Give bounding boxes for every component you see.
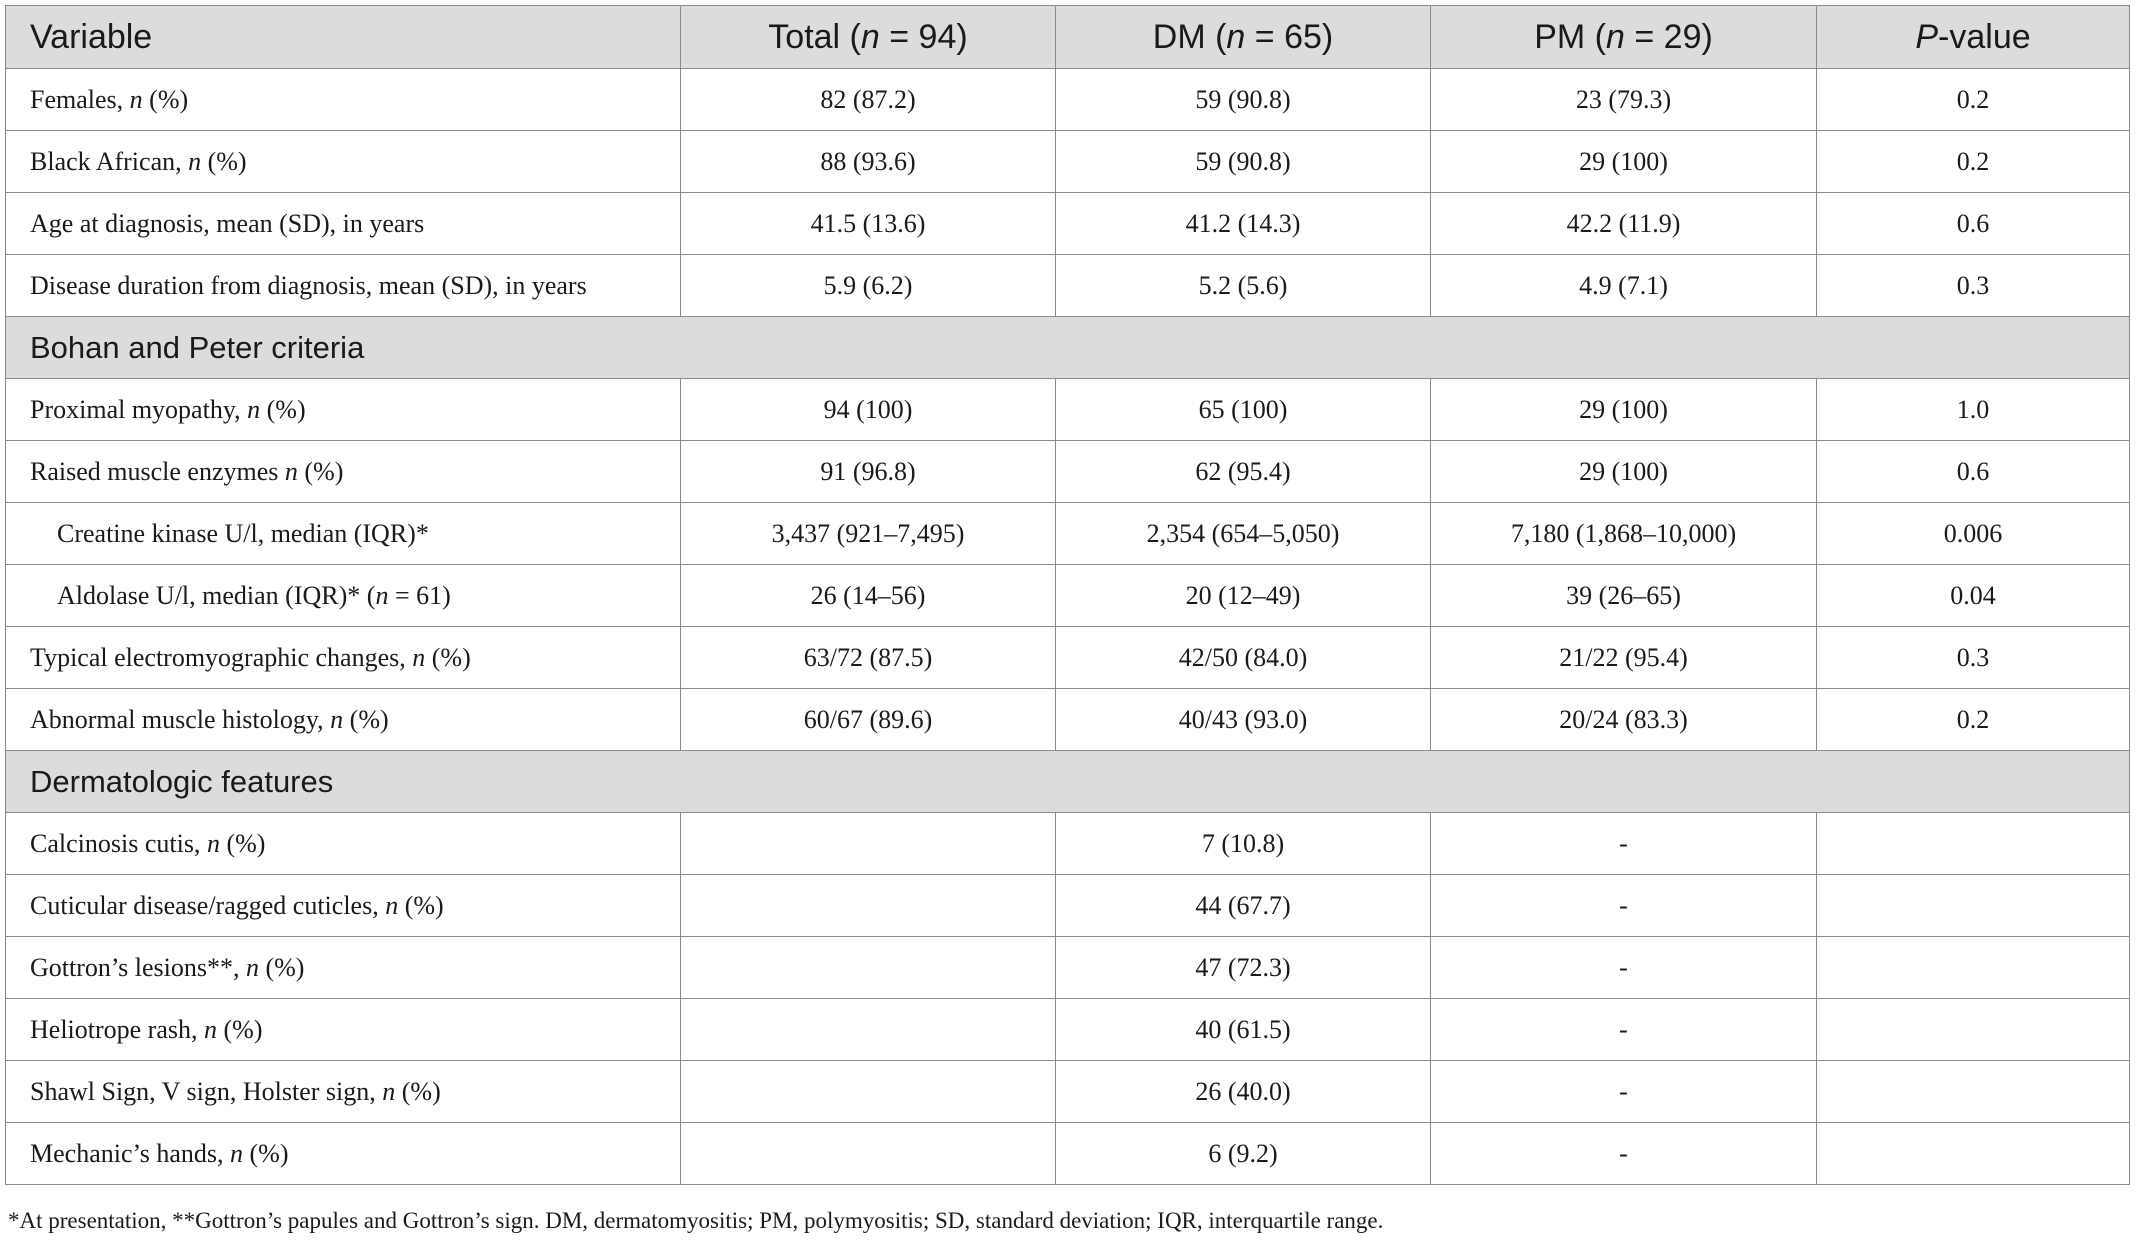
table-row: [6, 937, 2130, 999]
pm-cell: -: [1431, 813, 1817, 875]
p-value-cell: [1817, 1061, 2130, 1123]
table-row: [6, 441, 2130, 503]
table-header-row: [6, 6, 2130, 69]
total-cell: 26 (14–56): [681, 565, 1056, 627]
variable-cell: Age at diagnosis, mean (SD), in years: [6, 193, 681, 255]
dm-cell: 40 (61.5): [1056, 999, 1431, 1061]
dm-cell: 40/43 (93.0): [1056, 689, 1431, 751]
variable-cell: Typical electromyographic changes, n (%): [6, 627, 681, 689]
dm-cell: 65 (100): [1056, 379, 1431, 441]
table-row: [6, 875, 2130, 937]
variable-cell: Gottron’s lesions**, n (%): [6, 937, 681, 999]
variable-cell: Mechanic’s hands, n (%): [6, 1123, 681, 1185]
variable-cell: Females, n (%): [6, 69, 681, 131]
total-cell: [681, 813, 1056, 875]
pm-cell: -: [1431, 1123, 1817, 1185]
dm-cell: 62 (95.4): [1056, 441, 1431, 503]
variable-cell: Disease duration from diagnosis, mean (SD), in years: [6, 255, 681, 317]
variable-cell: Abnormal muscle histology, n (%): [6, 689, 681, 751]
total-cell: 91 (96.8): [681, 441, 1056, 503]
pm-cell: 39 (26–65): [1431, 565, 1817, 627]
variable-cell: Calcinosis cutis, n (%): [6, 813, 681, 875]
table-row: [6, 565, 2130, 627]
variable-cell: Raised muscle enzymes n (%): [6, 441, 681, 503]
p-value-cell: 0.6: [1817, 193, 2130, 255]
table-row: [6, 379, 2130, 441]
total-cell: 88 (93.6): [681, 131, 1056, 193]
p-value-cell: [1817, 875, 2130, 937]
total-cell: 94 (100): [681, 379, 1056, 441]
pm-cell: 4.9 (7.1): [1431, 255, 1817, 317]
section-title: Bohan and Peter criteria: [6, 317, 2130, 379]
total-cell: [681, 1123, 1056, 1185]
pm-cell: 7,180 (1,868–10,000): [1431, 503, 1817, 565]
variable-cell: Proximal myopathy, n (%): [6, 379, 681, 441]
dm-cell: 6 (9.2): [1056, 1123, 1431, 1185]
dm-cell: 2,354 (654–5,050): [1056, 503, 1431, 565]
table-row: [6, 627, 2130, 689]
total-cell: [681, 937, 1056, 999]
table-row: [6, 255, 2130, 317]
characteristics-table: [5, 5, 2130, 1185]
pm-cell: 20/24 (83.3): [1431, 689, 1817, 751]
pm-cell: -: [1431, 999, 1817, 1061]
pm-cell: 21/22 (95.4): [1431, 627, 1817, 689]
p-value-cell: [1817, 1123, 2130, 1185]
pm-cell: 23 (79.3): [1431, 69, 1817, 131]
pm-cell: -: [1431, 1061, 1817, 1123]
dm-cell: 47 (72.3): [1056, 937, 1431, 999]
header-dm: DM (n = 65): [1056, 6, 1431, 69]
pm-cell: 29 (100): [1431, 441, 1817, 503]
p-value-cell: 0.04: [1817, 565, 2130, 627]
header-variable: Variable: [6, 6, 681, 69]
p-value-cell: 0.006: [1817, 503, 2130, 565]
pm-cell: -: [1431, 937, 1817, 999]
pm-cell: 42.2 (11.9): [1431, 193, 1817, 255]
p-value-cell: 0.3: [1817, 627, 2130, 689]
dm-cell: 26 (40.0): [1056, 1061, 1431, 1123]
table-row: [6, 689, 2130, 751]
table-row: [6, 1061, 2130, 1123]
total-cell: 5.9 (6.2): [681, 255, 1056, 317]
table-row: [6, 193, 2130, 255]
dm-cell: 44 (67.7): [1056, 875, 1431, 937]
p-value-cell: 0.2: [1817, 689, 2130, 751]
p-value-cell: 0.3: [1817, 255, 2130, 317]
total-cell: 63/72 (87.5): [681, 627, 1056, 689]
table-row: [6, 503, 2130, 565]
p-value-cell: [1817, 937, 2130, 999]
dm-cell: 7 (10.8): [1056, 813, 1431, 875]
table-row: [6, 131, 2130, 193]
section-row: [6, 751, 2130, 813]
total-cell: [681, 1061, 1056, 1123]
p-value-cell: [1817, 999, 2130, 1061]
section-row: [6, 317, 2130, 379]
dm-cell: 59 (90.8): [1056, 69, 1431, 131]
total-cell: 82 (87.2): [681, 69, 1056, 131]
total-cell: 41.5 (13.6): [681, 193, 1056, 255]
variable-cell: Shawl Sign, V sign, Holster sign, n (%): [6, 1061, 681, 1123]
dm-cell: 42/50 (84.0): [1056, 627, 1431, 689]
variable-cell: Aldolase U/l, median (IQR)* (n = 61): [6, 565, 681, 627]
dm-cell: 41.2 (14.3): [1056, 193, 1431, 255]
total-cell: [681, 875, 1056, 937]
variable-cell: Creatine kinase U/l, median (IQR)*: [6, 503, 681, 565]
table-row: [6, 69, 2130, 131]
total-cell: [681, 999, 1056, 1061]
table-row: [6, 999, 2130, 1061]
table-row: [6, 813, 2130, 875]
pm-cell: 29 (100): [1431, 131, 1817, 193]
table-body: [6, 69, 2130, 1185]
section-title: Dermatologic features: [6, 751, 2130, 813]
p-value-cell: 0.2: [1817, 131, 2130, 193]
header-pm: PM (n = 29): [1431, 6, 1817, 69]
header-p-value: P-value: [1817, 6, 2130, 69]
pm-cell: 29 (100): [1431, 379, 1817, 441]
table-footnote: *At presentation, **Gottron’s papules and Gottron’s sign. DM, dermatomyositis; PM, polymyositis; SD, standard deviation; IQR, interquartile range.: [8, 1208, 1384, 1233]
p-value-cell: 0.6: [1817, 441, 2130, 503]
pm-cell: -: [1431, 875, 1817, 937]
p-value-cell: 0.2: [1817, 69, 2130, 131]
total-cell: 60/67 (89.6): [681, 689, 1056, 751]
dm-cell: 5.2 (5.6): [1056, 255, 1431, 317]
p-value-cell: [1817, 813, 2130, 875]
p-value-cell: 1.0: [1817, 379, 2130, 441]
table-row: [6, 1123, 2130, 1185]
dm-cell: 59 (90.8): [1056, 131, 1431, 193]
variable-cell: Black African, n (%): [6, 131, 681, 193]
variable-cell: Cuticular disease/ragged cuticles, n (%): [6, 875, 681, 937]
variable-cell: Heliotrope rash, n (%): [6, 999, 681, 1061]
dm-cell: 20 (12–49): [1056, 565, 1431, 627]
total-cell: 3,437 (921–7,495): [681, 503, 1056, 565]
header-total: Total (n = 94): [681, 6, 1056, 69]
